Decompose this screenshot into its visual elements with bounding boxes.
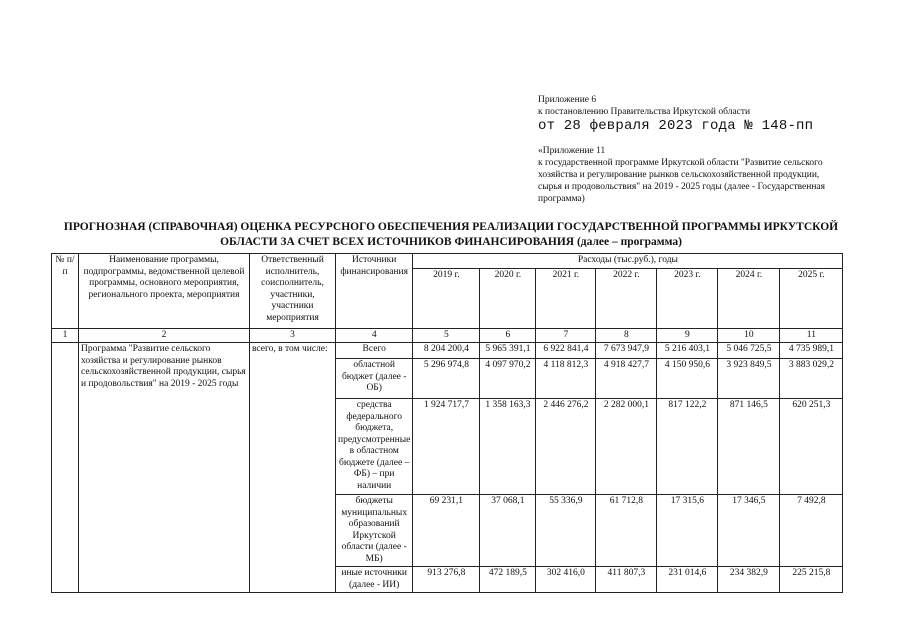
header-expenses: Расходы (тыс.руб.), годы bbox=[413, 254, 843, 269]
annex-line-2: к постановлению Правительства Иркутской области bbox=[538, 107, 751, 117]
value-cell: 5 046 725,5 bbox=[718, 343, 780, 359]
program-name: Программа "Развитие сельского хозяйства и регулирование рынков сельскохозяйственной продукции, сырья и продовольствия" на 2019 - 2025 годы bbox=[79, 343, 250, 593]
column-number: 7 bbox=[536, 328, 596, 343]
source-municipal-budgets: бюджеты муниципальных образований Иркутской области (далее - МБ) bbox=[336, 495, 413, 567]
header-year: 2024 г. bbox=[718, 268, 780, 328]
source-total: Всего bbox=[336, 343, 413, 359]
annex2-line-2: к государственной программе Иркутской области "Развитие сельского хозяйства и регулирование рынков сельскохозяйственной продукции, сырья и продовольствия" на 2019 - 2025 годы (далее - Государственная программа) bbox=[538, 158, 825, 204]
table-row bbox=[52, 343, 843, 359]
value-cell: 37 068,1 bbox=[480, 495, 536, 567]
value-cell: 3 883 029,2 bbox=[780, 359, 843, 399]
responsible-executor: всего, в том числе: bbox=[250, 343, 336, 593]
header-year: 2019 г. bbox=[413, 268, 480, 328]
value-cell: 4 918 427,7 bbox=[596, 359, 657, 399]
value-cell: 7 673 947,9 bbox=[596, 343, 657, 359]
value-cell: 871 146,5 bbox=[718, 399, 780, 495]
value-cell: 5 216 403,1 bbox=[657, 343, 718, 359]
value-cell: 5 296 974,8 bbox=[413, 359, 480, 399]
value-cell: 472 189,5 bbox=[480, 567, 536, 593]
column-number: 1 bbox=[52, 328, 79, 343]
value-cell: 17 346,5 bbox=[718, 495, 780, 567]
value-cell: 7 492,8 bbox=[780, 495, 843, 567]
value-cell: 817 122,2 bbox=[657, 399, 718, 495]
annex-decree-date: от 28 февраля 2023 года № 148-пп bbox=[538, 118, 814, 134]
value-cell: 61 712,8 bbox=[596, 495, 657, 567]
header-num: № п/п bbox=[52, 254, 79, 329]
value-cell: 2 282 000,1 bbox=[596, 399, 657, 495]
header-year: 2020 г. bbox=[480, 268, 536, 328]
resource-table bbox=[51, 253, 843, 593]
column-number: 9 bbox=[657, 328, 718, 343]
value-cell: 4 097 970,2 bbox=[480, 359, 536, 399]
annex-line-1: Приложение 6 bbox=[538, 95, 597, 105]
column-number: 5 bbox=[413, 328, 480, 343]
value-cell: 2 446 276,2 bbox=[536, 399, 596, 495]
value-cell: 4 150 950,6 bbox=[657, 359, 718, 399]
value-cell: 1 358 163,3 bbox=[480, 399, 536, 495]
header-year: 2021 г. bbox=[536, 268, 596, 328]
value-cell: 1 924 717,7 bbox=[413, 399, 480, 495]
column-number-row bbox=[52, 328, 843, 343]
annex-header bbox=[538, 94, 813, 134]
header-name: Наименование программы, подпрограммы, ведомственной целевой программы, основного мероприятия, регионального проекта, мероприятия bbox=[79, 254, 250, 329]
value-cell: 3 923 849,5 bbox=[718, 359, 780, 399]
value-cell: 620 251,3 bbox=[780, 399, 843, 495]
value-cell: 225 215,8 bbox=[780, 567, 843, 593]
header-source: Источники финансирования bbox=[336, 254, 413, 329]
value-cell: 8 204 200,4 bbox=[413, 343, 480, 359]
annex2-line-1: «Приложение 11 bbox=[538, 146, 606, 156]
value-cell: 302 416,0 bbox=[536, 567, 596, 593]
source-federal-budget: средства федерального бюджета, предусмотренные в областном бюджете (далее – ФБ) – при наличии bbox=[336, 399, 413, 495]
column-number: 10 bbox=[718, 328, 780, 343]
value-cell: 234 382,9 bbox=[718, 567, 780, 593]
column-number: 11 bbox=[780, 328, 843, 343]
value-cell: 17 315,6 bbox=[657, 495, 718, 567]
row-num-cell bbox=[52, 343, 79, 593]
value-cell: 231 014,6 bbox=[657, 567, 718, 593]
source-other: иные источники (далее - ИИ) bbox=[336, 567, 413, 593]
annex-program-reference bbox=[538, 145, 838, 205]
document-title: ПРОГНОЗНАЯ (СПРАВОЧНАЯ) ОЦЕНКА РЕСУРСНОГО ОБЕСПЕЧЕНИЯ РЕАЛИЗАЦИИ ГОСУДАРСТВЕННОЙ ПРОГРАММЫ ИРКУТСКОЙ ОБЛАСТИ ЗА СЧЕТ ВСЕХ ИСТОЧНИКОВ ФИНАНСИРОВАНИЯ (далее – программа) bbox=[63, 221, 839, 248]
column-number: 6 bbox=[480, 328, 536, 343]
header-year: 2022 г. bbox=[596, 268, 657, 328]
header-responsible: Ответственный исполнитель, соисполнитель, участники, участники мероприятия bbox=[250, 254, 336, 329]
column-number: 3 bbox=[250, 328, 336, 343]
value-cell: 5 965 391,1 bbox=[480, 343, 536, 359]
value-cell: 55 336,9 bbox=[536, 495, 596, 567]
column-number: 2 bbox=[79, 328, 250, 343]
value-cell: 913 276,8 bbox=[413, 567, 480, 593]
value-cell: 411 807,3 bbox=[596, 567, 657, 593]
source-regional-budget: областной бюджет (далее - ОБ) bbox=[336, 359, 413, 399]
header-year: 2025 г. bbox=[780, 268, 843, 328]
value-cell: 6 922 841,4 bbox=[536, 343, 596, 359]
value-cell: 69 231,1 bbox=[413, 495, 480, 567]
value-cell: 4 118 812,3 bbox=[536, 359, 596, 399]
column-number: 8 bbox=[596, 328, 657, 343]
header-year: 2023 г. bbox=[657, 268, 718, 328]
value-cell: 4 735 989,1 bbox=[780, 343, 843, 359]
column-number: 4 bbox=[336, 328, 413, 343]
